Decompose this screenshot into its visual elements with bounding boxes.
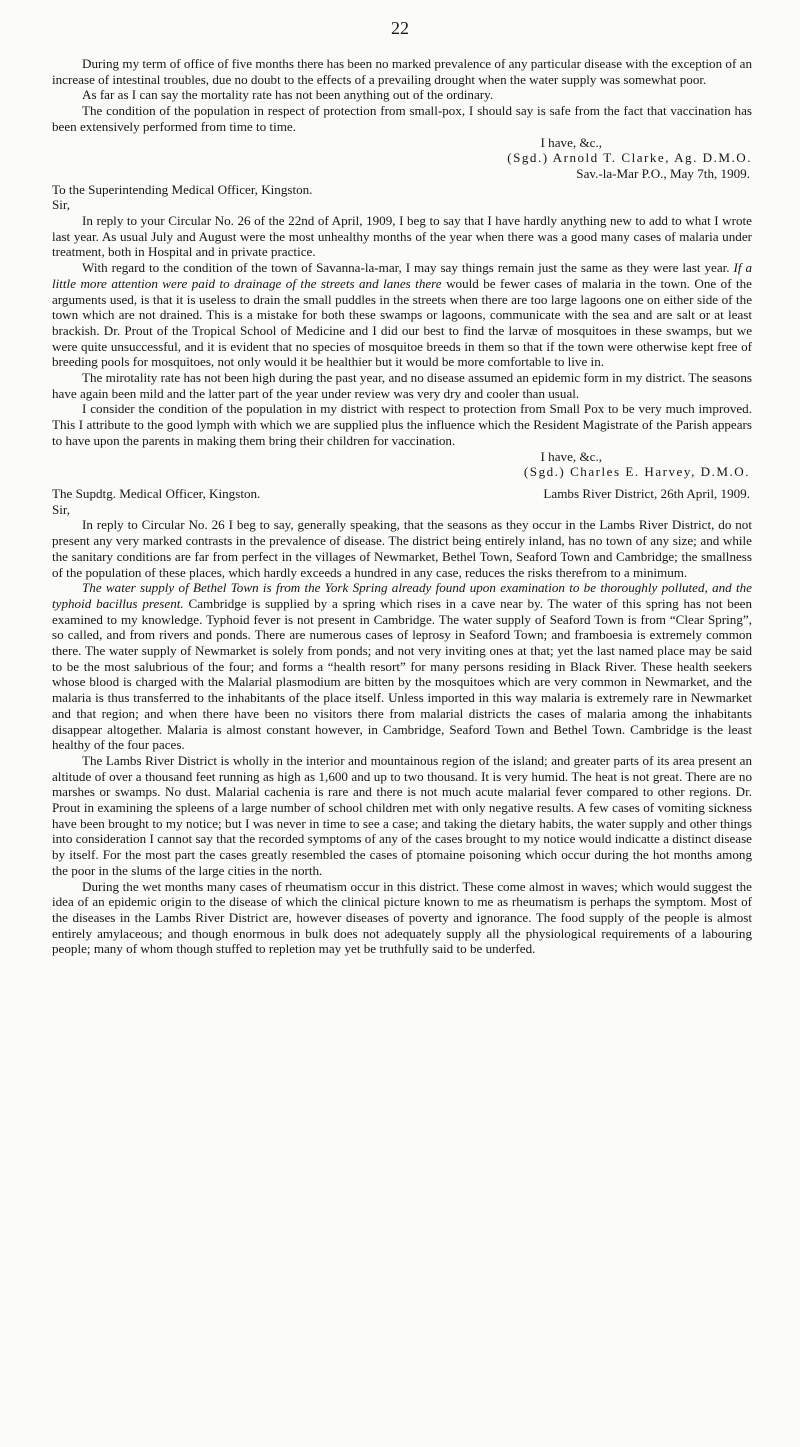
salutation: Sir,	[52, 197, 71, 213]
paragraph: As far as I can say the mortality rate has not been anything out of the ordinary.	[82, 87, 494, 103]
paragraph: I consider the condition of the population in my district with respect to protection from Small Pox to be very much improved. This I attribute to the good lymph with which we are supplied plus the influence which the Resident Magistrate of the Parish appears to have upon the parents in making them bring their children for vaccination.	[52, 401, 752, 448]
paragraph: The water supply of Bethel Town is from the York Spring already found upon examination to be thoroughly polluted, and the typhoid bacillus present. Cambridge is supplied by a spring which rises in a cave near by. The water of this spring has not been examined to my knowledge. Typhoid fever is not present in Cambridge. The water supply of Seaford Town is from “Clear Spring”, so called, and from rivers and ponds. There are numerous cases of leprosy in Seaford Town; and framboesia is extremely common there. The water supply of Newmarket is solely from ponds; and not very inviting ones at that; yet the last named place may be said to be the most salubrious of the four; and forms a “health resort” for many persons residing in Black River. These health seekers whose blood is charged with the Malarial plasmodium are bitten by the mosquitoes which are very common in Newmarket, and the malaria is thus transferred to the inhabitants of the place itself. Unless imported in this way malaria is extremely rare in Newmarket and that region; and when there have been no visitors there from malarial districts the cases of malaria among the inhabitants disappear altogether. Malaria is almost constant however, in Cambridge, Seaford Town and Bethel Town. Cambridge is the least healthy of the four paces.	[52, 580, 752, 753]
report-text	[52, 56, 752, 957]
signature: (Sgd.) Charles E. Harvey, D.M.O.	[523, 464, 750, 480]
letter-header	[52, 486, 752, 502]
paragraph: The condition of the population in respect of protection from small-pox, I should say is safe from the fact that vaccination has been extensively performed from time to time.	[52, 103, 752, 134]
salutation: Sir,	[52, 501, 71, 517]
paragraph: In reply to your Circular No. 26 of the 22nd of April, 1909, I beg to say that I have hardly anything new to add to what I wrote last year. As usual July and August were the most unhealthy months of the year when there was a good many cases of malaria under treatment, both in Hospital and in private practice.	[52, 213, 752, 260]
closing: I have, &c.,	[540, 448, 602, 464]
addressee: The Supdtg. Medical Officer, Kingston.	[52, 485, 261, 501]
paragraph: During my term of office of five months there has been no marked prevalence of any particular disease with the exception of an increase of intestinal troubles, due no doubt to the effects of a prevailing drought when the water supply was somewhat poor.	[52, 56, 752, 87]
paragraph: During the wet months many cases of rheumatism occur in this district. These come almost in waves; which would suggest the idea of an epidemic origin to the disease of which the clinical picture known to me as rheumatism is perhaps the symptom. Most of the diseases in the Lambs River District are, however diseases of poverty and ignorance. The food supply of the people is almost entirely amylaceous; and though enormous in bulk does not adequately supply all the physiological requirements of a labouring people; many of whom though stuffed to repletion may yet be truthfully said to be underfed.	[52, 878, 752, 957]
paragraph: The mirotality rate has not been high during the past year, and no disease assumed an epidemic form in my district. The seasons have again been mild and the latter part of the year under review was very dry and cooler than usual.	[52, 370, 752, 401]
signature: (Sgd.) Arnold T. Clarke, Ag. D.M.O.	[507, 150, 752, 166]
closing: I have, &c.,	[540, 134, 602, 150]
paragraph: With regard to the condition of the town of Savanna-la-mar, I may say things remain just the same as they were last year. If a little more attention were paid to drainage of the streets and lanes there would be fewer cases of malaria in the town. One of the arguments used, is that it is useless to drain the small puddles in the streets when there are too large lagoons one on either side of the town which are not drained. This is a mistake for both these swamps or lagoons, communicate with the sea and are salt or at least brackish. Dr. Prout of the Tropical School of Medicine and I did our best to find the larvæ of mosquitoes in these swamps, but we were quite unsuccessful, and it is evident that no species of mosquitoe breeds in them so that if the town were otherwise kept free of breeding pools for mosquitoes, not only would it be healthier but it would be more comfortable to live in.	[52, 260, 752, 370]
paragraph: In reply to Circular No. 26 I beg to say, generally speaking, that the seasons as they occur in the Lambs River District, do not present any very marked contrasts in the prevalence of disease. The district being entirely inland, has no town of any size; and while the sanitary conditions are far from perfect in the villages of Newmarket, Bethel Town, Seaford Town and Cambridge; the smallness of the population of these places, which hardly exceeds a hundred in any case, reduces the risks therefrom to a minimum.	[52, 517, 752, 580]
place-date: Sav.-la-Mar P.O., May 7th, 1909.	[576, 165, 750, 181]
paragraph: The Lambs River District is wholly in the interior and mountainous region of the island; and greater parts of its area present an altitude of over a thousand feet running as high as 1,600 and up to two thousand. It is very humid. The heat is not great. There are no marshes or swamps. No dust. Malarial cachenia is rare and there is not much acute malarial fever compared to other regions. Dr. Prout in examining the spleens of a large number of school children met with only negative results. A few cases of vomiting sickness have been brought to my notice; but I was never in time to see a case; and taking the dietary habits, the water supply and other things into consideration I cannot say that the recorded symptoms of any of the cases brought to my notice would indicatte a distinct disease by itself. For the most part the cases greatly resembled the cases of ptomaine poisoning which occur during the hot months among the poor in the slums of the large cities in the north.	[52, 752, 752, 878]
page-number: 22	[391, 18, 409, 38]
addressee: To the Superintending Medical Officer, Kingston.	[52, 181, 313, 197]
place-date: Lambs River District, 26th April, 1909.	[543, 485, 750, 501]
